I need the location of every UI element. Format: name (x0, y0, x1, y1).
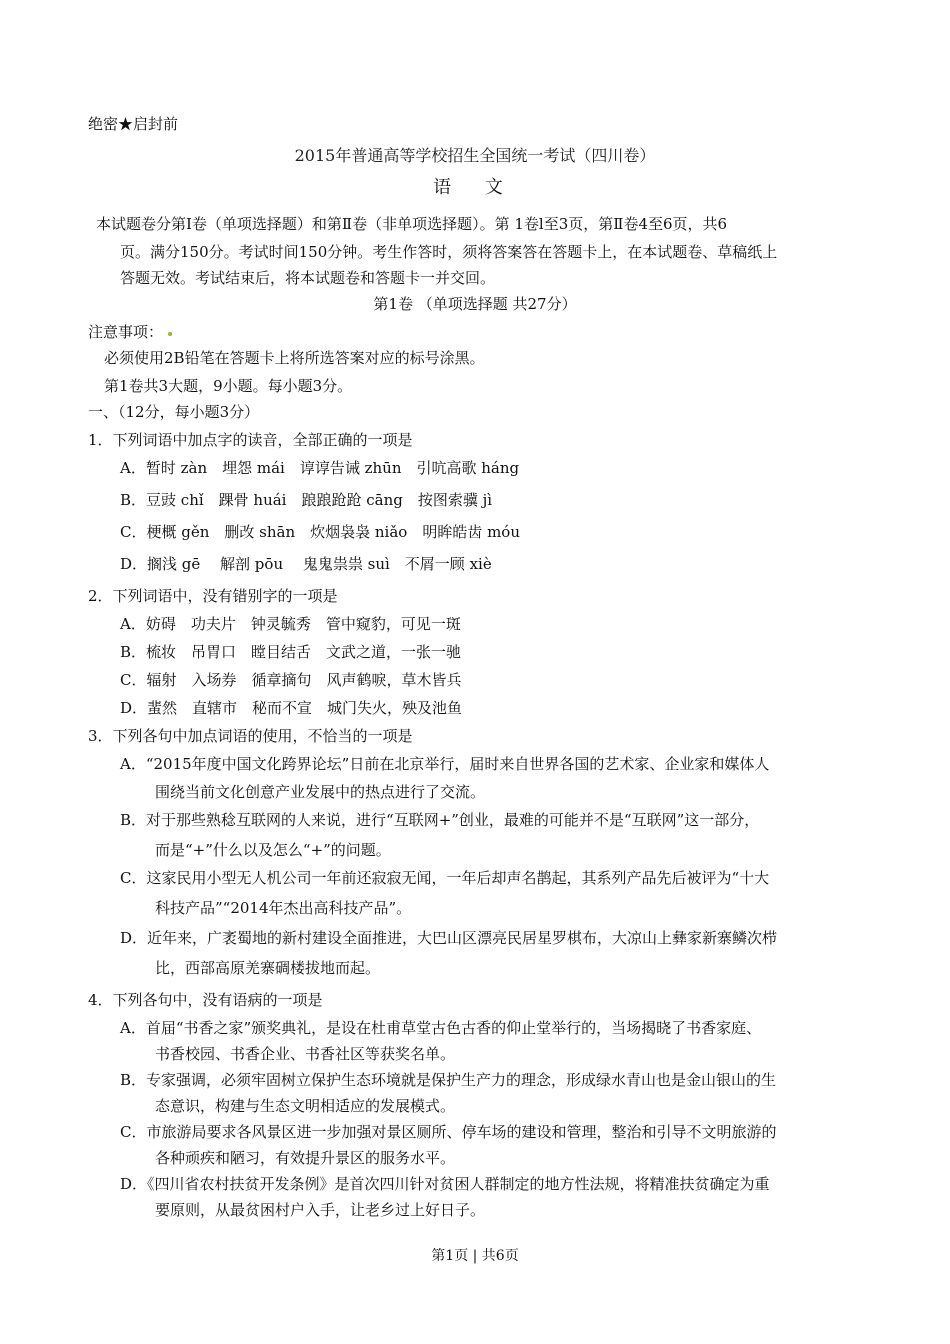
question-3-option-b: B．对于那些熟稔互联网的人来说，进行“互联网+”创业，最难的可能并不是“互联网”这一部分， (120, 811, 760, 829)
intro-line-3: 答题无效。考试结束后，将本试题卷和答题卡一并交回。 (120, 269, 496, 287)
question-1-option-b: B．豆豉 chǐ 踝骨 huái 踉踉跄跄 cāng 按图索骥 jì (120, 491, 493, 509)
question-4-option-d-cont: 要原则，从最贫困村户入手，让老乡过上好日子。 (155, 1201, 486, 1219)
question-4-option-c-cont: 各种顽疾和陋习，有效提升景区的服务水平。 (155, 1149, 456, 1167)
question-4-option-d: D．《四川省农村扶贫开发条例》是首次四川针对贫困人群制定的地方性法规，将精准扶贫确定为重 (120, 1175, 770, 1193)
question-4-option-a: A．首届“书香之家”颁奖典礼，是设在杜甫草堂古色古香的仰止堂举行的，当场揭晓了书香家庭、 (120, 1019, 762, 1037)
question-3-option-d: D．近年来，广袤蜀地的新村建设全面推进，大巴山区漂亮民居星罗棋布，大凉山上彝家新寨鳞次栉 (120, 929, 778, 947)
question-3-option-d-cont: 比，西部高原羌寨碉楼拔地而起。 (155, 959, 381, 977)
question-2-option-b: B．梳妆 吊胃口 瞠目结舌 文武之道，一张一驰 (120, 643, 462, 661)
exam-title: 2015年普通高等学校招生全国统一考试（四川卷） (294, 146, 656, 165)
question-1-option-a: A．暂时 zàn 埋怨 mái 谆谆告诫 zhūn 引吭高歌 háng (120, 459, 520, 477)
question-4-option-a-cont: 书香校园、书香企业、书香社区等获奖名单。 (155, 1045, 456, 1063)
question-4-option-b: B．专家强调，必须牢固树立保护生态环境就是保护生产力的理念，形成绿水青山也是金山银山的生 (120, 1071, 777, 1089)
question-3-option-c-cont: 科技产品”“2014年杰出高科技产品”。 (155, 899, 412, 917)
page-footer: 第1页 | 共6页 (431, 1248, 519, 1264)
question-1-option-d: D．搁浅 gē 解剖 pōu 鬼鬼祟祟 suì 不屑一顾 xiè (120, 555, 492, 573)
question-3-option-b-cont: 而是“+”什么以及怎么“+”的问题。 (155, 841, 391, 859)
intro-line-1: 本试题卷分第Ⅰ卷（单项选择题）和第Ⅱ卷（非单项选择题）。第 1卷l至3页，第Ⅱ卷4至6页，共6 (96, 215, 728, 233)
question-1-stem: 1．下列词语中加点字的读音，全部正确的一项是 (88, 431, 413, 449)
question-1-option-c: C．梗概 gěn 删改 shān 炊烟袅袅 niǎo 明眸皓齿 móu (120, 523, 520, 541)
question-4-option-c: C．市旅游局要求各风景区进一步加强对景区厕所、停车场的建设和管理，整治和引导不文明旅游的 (120, 1123, 777, 1141)
question-2-option-d: D．蜚然 直辖市 秘而不宣 城门失火，殃及池鱼 (120, 699, 463, 717)
subject-title: 语 文 (433, 177, 517, 198)
intro-line-2: 页。满分150分。考试时间150分钟。考生作答时，须将答案答在答题卡上，在本试题卷、草稿纸上 (120, 243, 778, 261)
question-3-option-a-cont: 围绕当前文化创意产业发展中的热点进行了交流。 (155, 783, 486, 801)
question-3-option-a: A．“2015年度中国文化跨界论坛”日前在北京举行，届时来自世界各国的艺术家、企业家和媒体人 (120, 755, 770, 773)
question-2-option-c: C．辐射 入场券 循章摘句 风声鹤唳，草木皆兵 (120, 671, 462, 689)
decorative-dot (168, 332, 172, 336)
notice-rule-1: 必须使用2B铅笔在答题卡上将所选答案对应的标号涂黑。 (104, 349, 485, 367)
notice-rule-2: 第1卷共3大题，9小题。每小题3分。 (104, 377, 353, 395)
question-3-stem: 3．下列各句中加点词语的使用，不恰当的一项是 (88, 727, 413, 745)
notice-title: 注意事项： (88, 323, 164, 341)
question-4-option-b-cont: 态意识，构建与生态文明相适应的发展模式。 (155, 1097, 456, 1115)
question-4-stem: 4．下列各句中，没有语病的一项是 (88, 991, 323, 1009)
question-2-stem: 2．下列词语中，没有错别字的一项是 (88, 587, 338, 605)
part-1-heading: 第1卷 （单项选择题 共27分） (373, 295, 577, 313)
section-1-heading: 一、（12分，每小题3分） (88, 403, 260, 421)
confidential-label: 绝密★启封前 (88, 115, 179, 133)
question-3-option-c: C．这家民用小型无人机公司一年前还寂寂无闻，一年后却声名鹊起，其系列产品先后被评为“十大 (120, 869, 770, 887)
question-2-option-a: A．妨碍 功夫片 钟灵毓秀 管中窥豹，可见一斑 (120, 615, 461, 633)
